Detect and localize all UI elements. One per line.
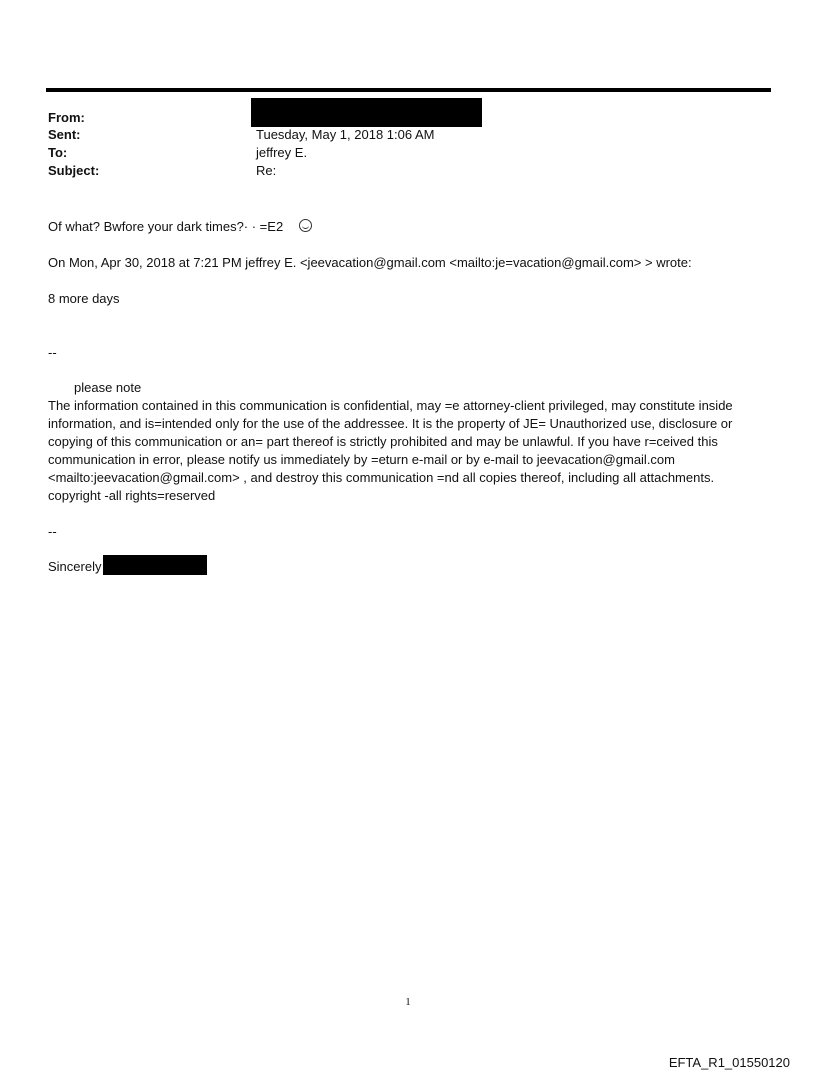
note-heading: please note <box>74 380 142 395</box>
from-redaction <box>251 98 482 127</box>
signature-redaction <box>103 555 207 575</box>
smiley-icon <box>299 219 312 232</box>
subject-value: Re: <box>256 163 277 178</box>
subject-label: Subject: <box>48 163 100 178</box>
separator-1: -- <box>48 345 57 360</box>
signoff <box>48 559 101 574</box>
disclaimer: The information contained in this communication is confidential, may =e attorney-client privileged, may constitute inside information, and is=intended only for the use of the addressee. It is the property of JE= Unauthorized use, disclosure or copying of this communication or an= part thereof is strictly prohibited and may be unlawful. If you have r=ceived this communication in error, please notify us immediately by =eturn e-mail or by e-mail to jeevacation@gmail.com <mailto:jeevacation@gmail.com> , and destroy this communication =nd all copies thereof, including all attachments. copyright -all rights=reserved <box>48 398 733 503</box>
sent-value: Tuesday, May 1, 2018 1:06 AM <box>256 127 435 142</box>
from-label: From: <box>48 110 85 125</box>
reply-text: Of what? Bwfore your dark times?· · =E2 <box>48 219 284 234</box>
separator-2: -- <box>48 524 57 539</box>
to-label: To: <box>48 145 68 160</box>
header-rule <box>46 88 771 92</box>
page-number: 1 <box>405 996 411 1008</box>
signoff-text: Sincerely <box>48 559 102 574</box>
to-value: jeffrey E. <box>256 145 308 160</box>
quoted-message: 8 more days <box>48 291 120 306</box>
sent-label: Sent: <box>48 127 81 142</box>
quote-line: On Mon, Apr 30, 2018 at 7:21 PM jeffrey E. <jeevacation@gmail.com <mailto:je=vacation@gmail.com> > wrote: <box>48 255 692 270</box>
document-id: EFTA_R1_01550120 <box>668 1055 790 1070</box>
reply-line <box>48 219 312 234</box>
